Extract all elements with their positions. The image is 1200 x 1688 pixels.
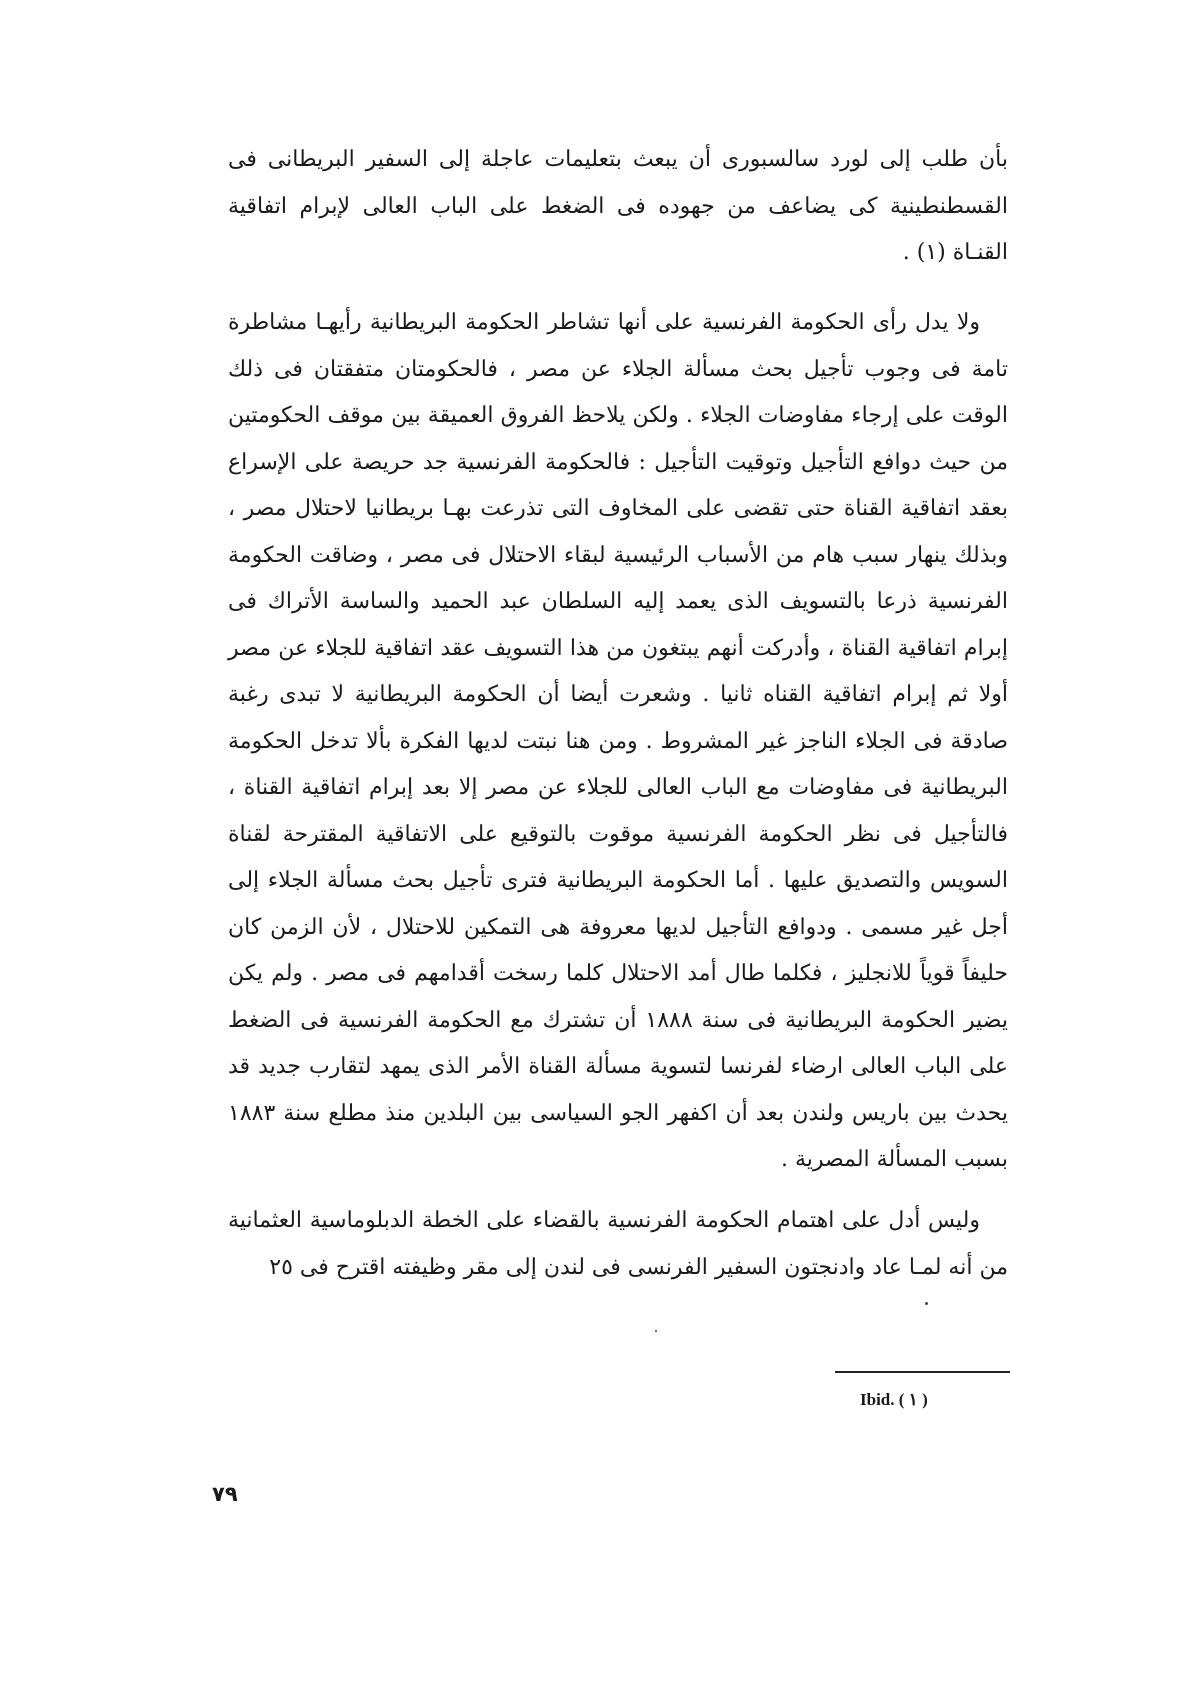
text-paragraph: [228, 1198, 1008, 1291]
paragraph-2: ولا يدل رأى الحكومة الفرنسية على أنها تشاطر الحكومة البريطانية رأيهـا مشاطرة تامة فى وجوب تأجيل بحث مسألة الجلاء عن مصر ، فالحكومتان متفقتان فى ذلك الوقت على إرجاء مفاوضات الجلاء . ولكن يلاحظ الفروق العميقة بين موقف الحكومتين من حيث دوافع التأجيل وتوقيت التأجيل : فالحكومة الفرنسية جد حريصة على الإسراع بعقد اتفاقية القناة حتى تقضى على المخاوف التى تذرعت بهـا بريطانيا لاحتلال مصر ، وبذلك ينهار سبب هام من الأسباب الرئيسية لبقاء الاحتلال فى مصر ، وضاقت الحكومة الفرنسية ذرعا بالتسويف الذى يعمد إليه السلطان عبد الحميد والساسة الأتراك فى إبرام اتفاقية القناة ، وأدركت أنهم يبتغون من هذا التسويف عقد اتفاقية للجلاء عن مصر أولا ثم إبرام اتفاقية القناه ثانيا . وشعرت أيضا أن الحكومة البريطانية لا تبدى رغبة صادقة فى الجلاء الناجز غير المشروط . ومن هنا نبتت لديها الفكرة بألا تدخل الحكومة البريطانية فى مفاوضات مع الباب العالى للجلاء عن مصر إلا بعد إبرام اتفاقية القناة ، فالتأجيل فى نظر الحكومة الفرنسية موقوت بالتوقيع على الاتفاقية المقترحة لقناة السويس والتصديق عليها . أما الحكومة البريطانية فترى تأجيل بحث مسألة الجلاء إلى أجل غير مسمى . ودوافع التأجيل لديها معروفة هى التمكين للاحتلال ، لأن الزمن كان حليفاً قوياً للانجليز ، فكلما طال أمد الاحتلال كلما رسخت أقدامهم فى مصر . ولم يكن يضير الحكومة البريطانية فى سنة ١٨٨٨ أن تشترك مع الحكومة الفرنسية فى الضغط على الباب العالى ارضاء لفرنسا لتسوية مسألة القناة الأمر الذى يمهد لتقارب جديد قد يحدث بين باريس ولندن بعد أن اكفهر الجو السياسى بين البلدين منذ مطلع سنة ١٨٨٣ بسبب المسألة المصرية .: [228, 310, 1009, 1172]
paragraph-1: بأن طلب إلى لورد سالسبورى أن يبعث بتعليمات عاجلة إلى السفير البريطانى فى القسطنطينية كى يضاعف من جهوده فى الضغط على الباب العالى لإبرام اتفاقية القنـاة (١) .: [228, 147, 1008, 265]
print-speck: [655, 1330, 657, 1332]
footnote: Ibid. ( ١ ): [860, 1390, 928, 1409]
paragraph-3: وليس أدل على اهتمام الحكومة الفرنسية بالقضاء على الخطة الدبلوماسية العثمانية من أنه لمـا عاد وادنجتون السفير الفرنسى فى لندن إلى مقر وظيفته اقترح فى ٢٥: [228, 1208, 1008, 1280]
footnote-divider: [835, 1371, 1010, 1373]
print-speck: [925, 1302, 928, 1305]
text-paragraph: [228, 137, 1008, 277]
page-number: ٧٩: [212, 1482, 238, 1506]
text-paragraph: [228, 300, 1008, 1184]
